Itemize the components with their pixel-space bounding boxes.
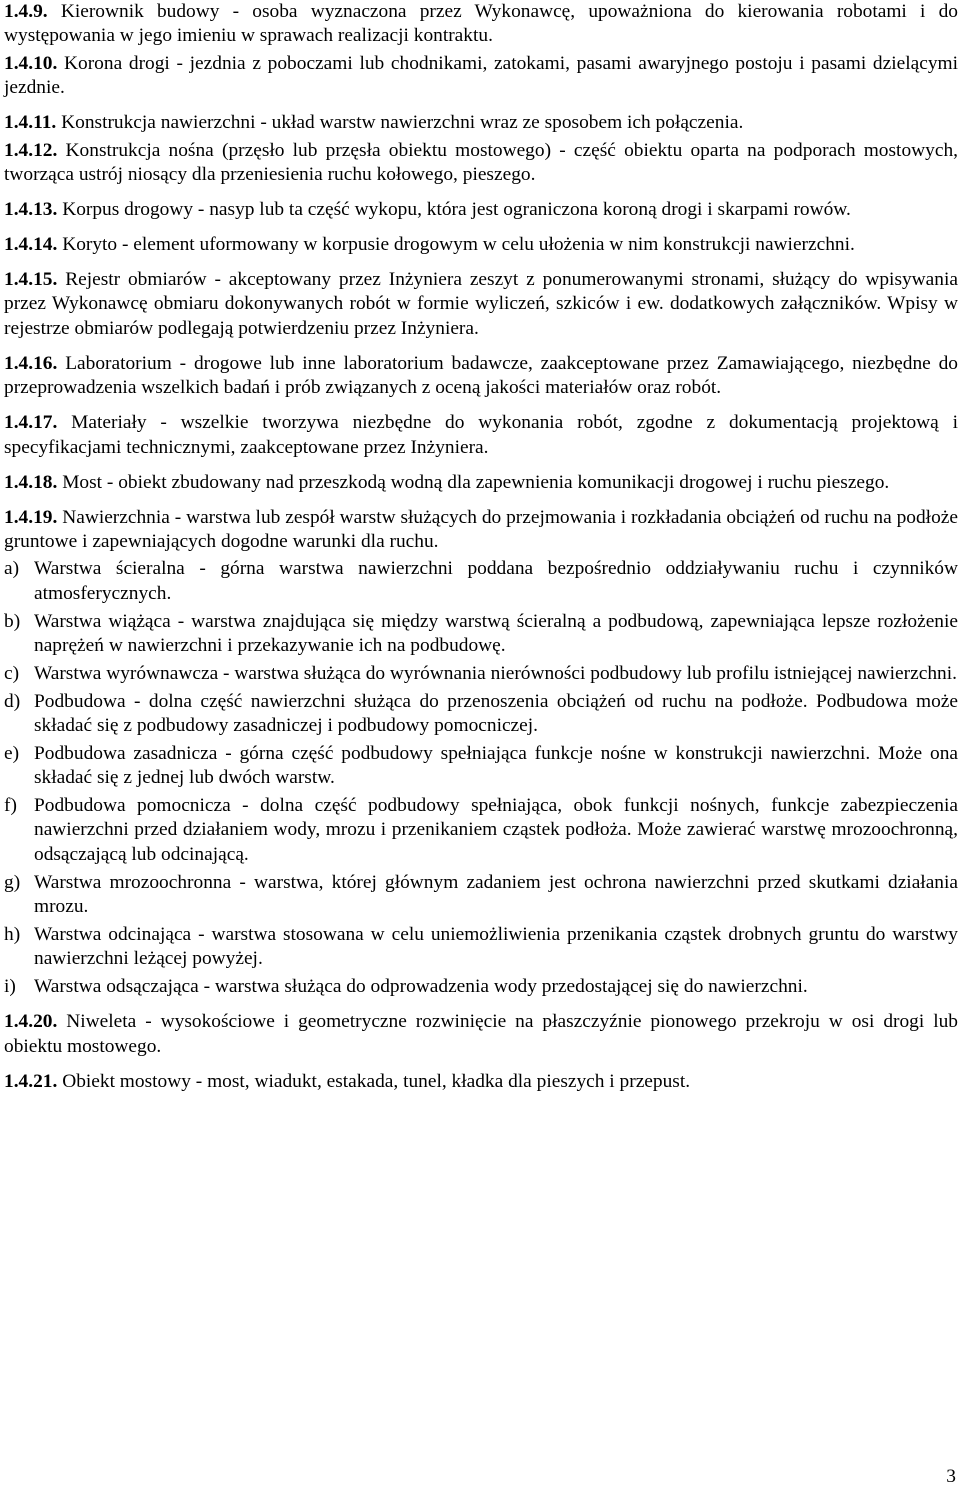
document-content bbox=[4, 0, 958, 1105]
list-item-text: Warstwa ścieralna - górna warstwa nawierzchni poddana bezpośrednio oddziaływaniu ruchu i czynników atmosferycznych. bbox=[34, 558, 958, 604]
definition-text: Rejestr obmiarów - akceptowany przez Inżyniera zeszyt z ponumerowanymi stronami, służący do wpisywania przez Wykonawcę obmiaru dokonywanych robót w formie wyliczeń, szkiców i ew. dodatkowych załączników. Wpisy w rejestrze obmiarów podlegają potwierdzeniu przez Inżyniera. bbox=[4, 269, 958, 339]
list-item-d bbox=[4, 690, 958, 739]
list-item-a bbox=[4, 557, 958, 606]
list-item-label: f) bbox=[4, 795, 17, 817]
list-item-text: Warstwa mrozoochronna - warstwa, której głównym zadaniem jest ochrona nawierzchni przed skutkami działania mrozu. bbox=[34, 871, 958, 918]
definition-1-4-9 bbox=[4, 0, 958, 49]
definition-1-4-17 bbox=[4, 411, 958, 460]
definition-number: 1.4.11. bbox=[4, 112, 57, 134]
closing-definitions-list bbox=[4, 1010, 958, 1094]
definition-text: Konstrukcja nawierzchni - układ warstw nawierzchni wraz ze sposobem ich połączenia. bbox=[61, 112, 744, 134]
definition-text: Korpus drogowy - nasyp lub ta część wykopu, która jest ograniczona koroną drogi i skarpami rowów. bbox=[62, 199, 851, 221]
definition-text: Materiały - wszelkie tworzywa niezbędne do wykonania robót, zgodne z dokumentacją projektową i specyfikacjami technicznymi, zaakceptowane przez Inżyniera. bbox=[4, 412, 958, 458]
definition-text: Obiekt mostowy - most, wiadukt, estakada, tunel, kładka dla pieszych i przepust. bbox=[62, 1070, 691, 1092]
list-item-label: g) bbox=[4, 871, 21, 893]
list-item-text: Warstwa odcinająca - warstwa stosowana w celu uniemożliwienia przenikania cząstek drobnych gruntu do warstwy nawierzchni leżącej powyżej. bbox=[34, 923, 958, 970]
list-item-g bbox=[4, 871, 958, 920]
definition-text: Kierownik budowy - osoba wyznaczona przez Wykonawcę, upoważniona do kierowania robotami i do występowania w jego imieniu w sprawach realizacji kontraktu. bbox=[4, 1, 958, 47]
list-item-label: i) bbox=[4, 976, 16, 998]
definition-text: Nawierzchnia - warstwa lub zespół warstw służących do przejmowania i rozkładania obciążeń od ruchu na podłoże gruntowe i zapewniających dogodne warunki dla ruchu. bbox=[4, 506, 958, 553]
list-item-text: Podbudowa zasadnicza - górna część podbudowy spełniająca funkcje nośne w konstrukcji nawierzchni. Może ona składać się z jednej lub dwóch warstw. bbox=[34, 742, 958, 789]
definition-text: Korona drogi - jezdnia z poboczami lub chodnikami, zatokami, pasami awaryjnego postoju i pasami dzielącymi jezdnie. bbox=[4, 52, 958, 99]
definition-1-4-14 bbox=[4, 233, 958, 257]
list-item-b bbox=[4, 610, 958, 659]
definition-1-4-10 bbox=[4, 52, 958, 101]
definition-1-4-16 bbox=[4, 352, 958, 401]
definition-text: Most - obiekt zbudowany nad przeszkodą wodną dla zapewnienia komunikacji drogowej i ruchu pieszego. bbox=[62, 471, 890, 493]
list-item-text: Podbudowa - dolna część nawierzchni służąca do przenoszenia obciążeń od ruchu na podłoże. Podbudowa może składać się z podbudowy zasadniczej i podbudowy pomocniczej. bbox=[34, 690, 958, 737]
pavement-layers-list bbox=[4, 557, 958, 999]
list-item-i bbox=[4, 975, 958, 999]
definition-1-4-15 bbox=[4, 268, 958, 341]
page-number: 3 bbox=[946, 1466, 956, 1487]
definition-number: 1.4.9. bbox=[4, 1, 48, 22]
list-item-text: Warstwa wyrównawcza - warstwa służąca do wyrównania nierówności podbudowy lub profilu istniejącej nawierzchni. bbox=[34, 662, 957, 684]
definition-1-4-11 bbox=[4, 111, 958, 135]
definition-number: 1.4.20. bbox=[4, 1011, 58, 1033]
definition-1-4-13 bbox=[4, 198, 958, 222]
definition-number: 1.4.21. bbox=[4, 1070, 58, 1092]
definition-text: Koryto - element uformowany w korpusie drogowym w celu ułożenia w nim konstrukcji nawierzchni. bbox=[62, 234, 855, 256]
list-item-text: Warstwa wiążąca - warstwa znajdująca się między warstwą ścieralną a podbudową, zapewniająca lepsze rozłożenie naprężeń w nawierzchni i przekazywanie ich na podbudowę. bbox=[34, 610, 958, 657]
list-item-label: c) bbox=[4, 662, 20, 684]
definition-number: 1.4.12. bbox=[4, 139, 58, 161]
definition-1-4-19 bbox=[4, 506, 958, 555]
list-item-f bbox=[4, 794, 958, 867]
definition-number: 1.4.17. bbox=[4, 412, 58, 434]
list-item-h bbox=[4, 923, 958, 972]
definition-1-4-21 bbox=[4, 1070, 958, 1094]
definition-number: 1.4.16. bbox=[4, 352, 58, 374]
definition-1-4-20 bbox=[4, 1010, 958, 1059]
definition-text: Laboratorium - drogowe lub inne laboratorium badawcze, zaakceptowane przez Zamawiającego, niezbędne do przeprowadzenia wszelkich badań i prób związanych z oceną jakości materiałów oraz robót. bbox=[4, 352, 958, 399]
list-item-label: d) bbox=[4, 690, 21, 712]
definition-number: 1.4.19. bbox=[4, 506, 58, 528]
definition-1-4-12 bbox=[4, 139, 958, 188]
definition-1-4-18 bbox=[4, 471, 958, 495]
list-item-e bbox=[4, 742, 958, 791]
list-item-label: h) bbox=[4, 923, 21, 945]
definition-number: 1.4.10. bbox=[4, 52, 58, 74]
definitions-list bbox=[4, 0, 958, 554]
definition-text: Niweleta - wysokościowe i geometryczne rozwinięcie na płaszczyźnie pionowego przekroju w osi drogi lub obiektu mostowego. bbox=[4, 1011, 958, 1057]
definition-number: 1.4.18. bbox=[4, 471, 58, 493]
list-item-label: b) bbox=[4, 610, 21, 632]
definition-number: 1.4.13. bbox=[4, 199, 58, 221]
definition-number: 1.4.14. bbox=[4, 234, 58, 256]
list-item-text: Podbudowa pomocnicza - dolna część podbudowy spełniająca, obok funkcji nośnych, funkcje zabezpieczenia nawierzchni przed działaniem wody, mrozu i przenikaniem cząstek podłoża. Może zawierać warstwę mrozoochronną, odsączającą lub odcinającą. bbox=[34, 795, 958, 865]
list-item-text: Warstwa odsączająca - warstwa służąca do odprowadzenia wody przedostającej się do nawierzchni. bbox=[34, 976, 808, 998]
list-item-c bbox=[4, 662, 958, 686]
list-item-label: a) bbox=[4, 558, 20, 580]
definition-text: Konstrukcja nośna (przęsło lub przęsła obiektu mostowego) - część obiektu oparta na podporach mostowych, tworząca ustrój niosący dla przeniesienia ruchu kołowego, pieszego. bbox=[4, 139, 958, 186]
list-item-label: e) bbox=[4, 742, 20, 764]
definition-number: 1.4.15. bbox=[4, 269, 58, 291]
